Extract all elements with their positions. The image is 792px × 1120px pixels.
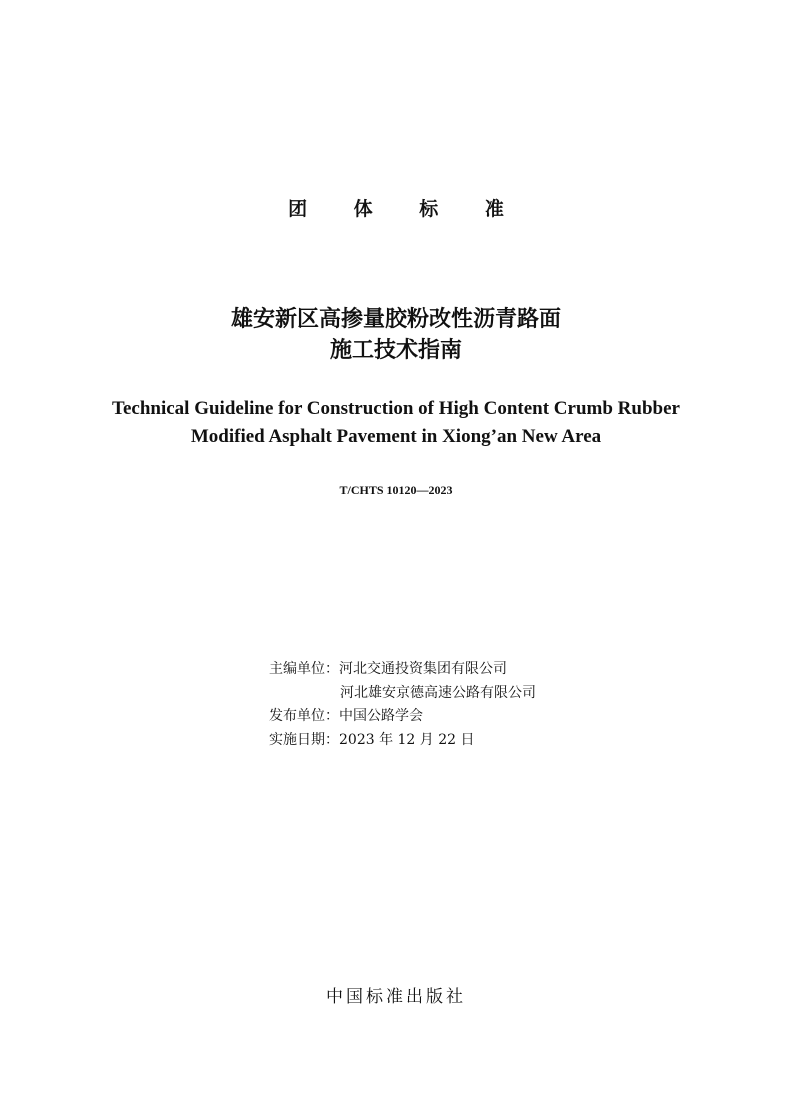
chief-editor-row-2: [269, 682, 536, 706]
title-english-line-1: Technical Guideline for Construction of High Content Crumb Rubber: [112, 398, 680, 419]
publisher-label: 发布单位：: [269, 708, 339, 724]
effective-date-label: 实施日期：: [269, 731, 339, 748]
title-english: [0, 395, 792, 451]
chief-editor-row: [269, 658, 536, 682]
effective-date-value: 2023 年 12 月 22 日: [339, 731, 475, 748]
chief-editor-1: 河北交通投资集团有限公司: [339, 661, 507, 677]
standard-type-heading: 团 体 标 准: [288, 198, 524, 220]
press-name: 中国标准出版社: [326, 987, 466, 1007]
issuing-info: [269, 658, 536, 752]
publisher-value: 中国公路学会: [339, 708, 423, 724]
effective-date-row: [269, 729, 536, 753]
chief-editor-2: 河北雄安京德高速公路有限公司: [340, 684, 536, 701]
title-chinese-line-2: 施工技术指南: [329, 338, 462, 363]
standard-number: T/CHTS 10120—2023: [339, 483, 453, 497]
title-chinese-line-1: 雄安新区高掺量胶粉改性沥青路面: [230, 307, 561, 332]
chief-editor-label: 主编单位：: [269, 661, 339, 677]
title-english-line-2: Modified Asphalt Pavement in Xiong’an New Area: [190, 426, 602, 447]
title-chinese: [0, 304, 792, 366]
publisher-row: [269, 705, 536, 729]
